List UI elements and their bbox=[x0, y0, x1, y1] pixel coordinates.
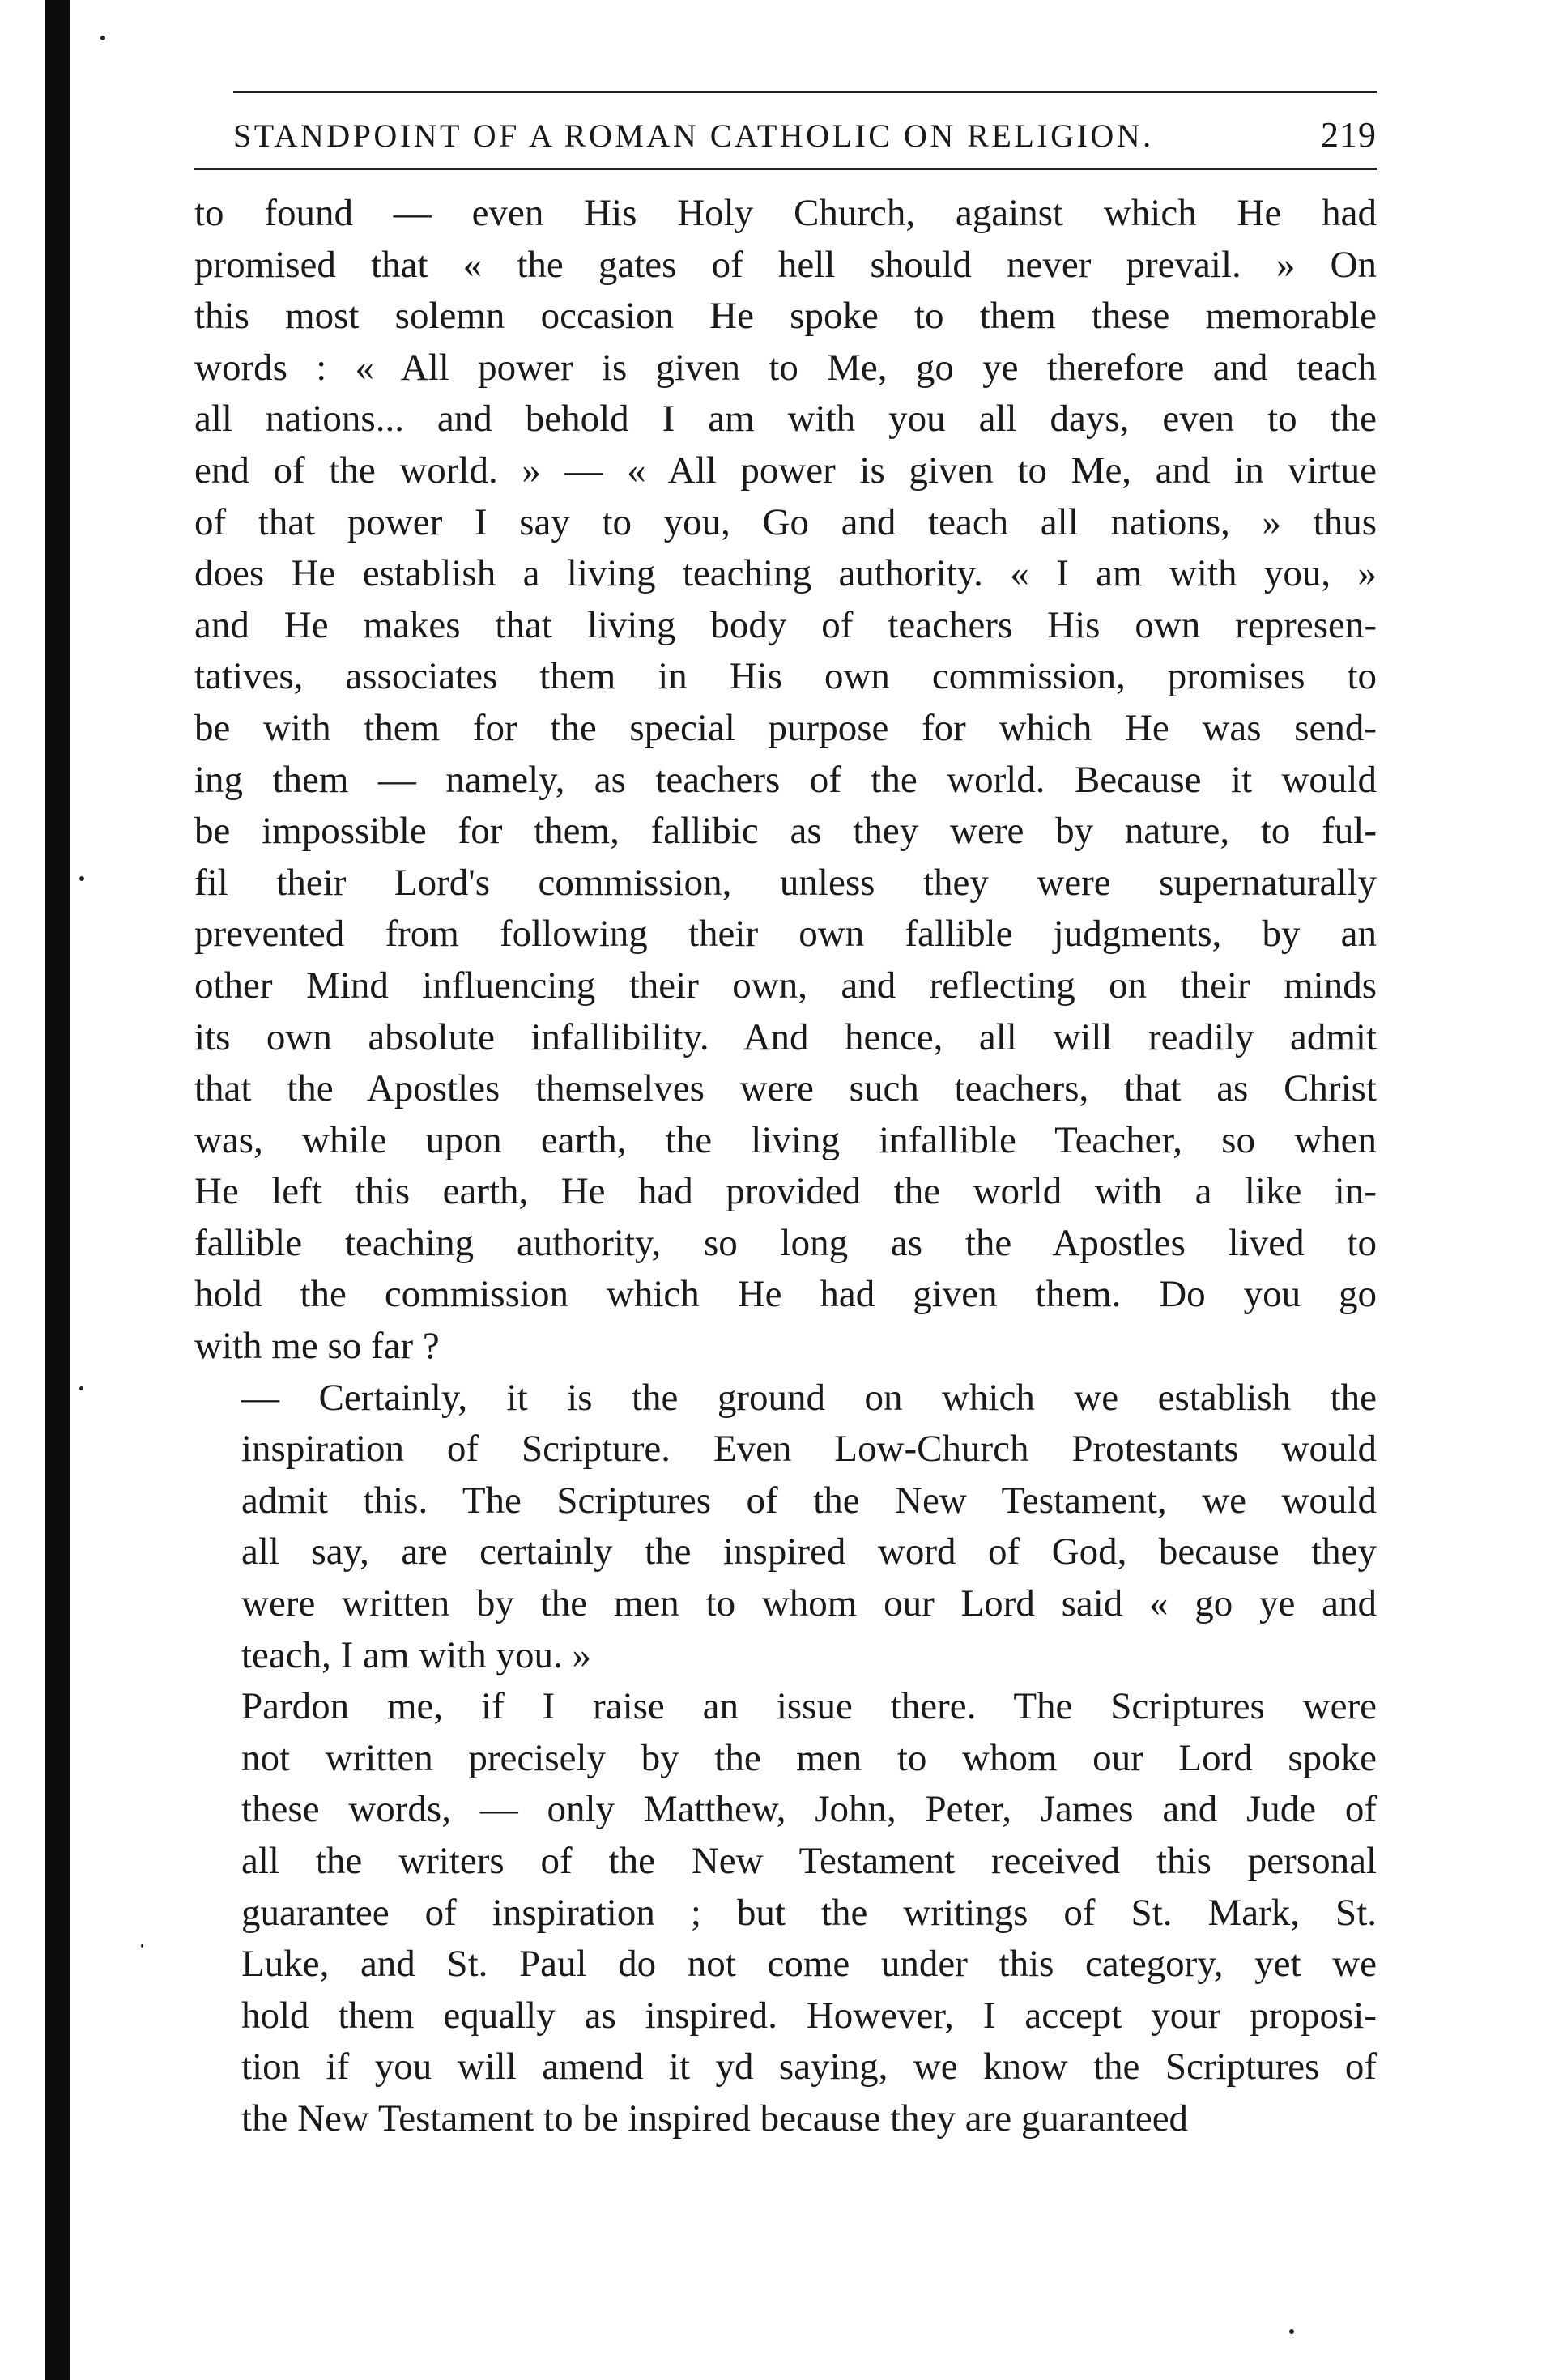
text-line: all say, are certainly the inspired word of God, because they bbox=[241, 1531, 1377, 1573]
print-speck bbox=[141, 1944, 143, 1948]
text-line: He left this earth, He had provided the world with a like in- bbox=[194, 1170, 1377, 1213]
text-line: fallible teaching authority, so long as the Apostles lived to bbox=[194, 1221, 1377, 1264]
text-line: words : « All power is given to Me, go ye therefore and teach bbox=[194, 346, 1377, 389]
paragraph bbox=[194, 1681, 1377, 2144]
text-line: hold the commission which He had given them. Do you go bbox=[194, 1273, 1377, 1316]
text-line: be impossible for them, fallibic as they were by nature, to ful- bbox=[194, 810, 1377, 853]
print-speck bbox=[1289, 2329, 1294, 2334]
print-speck bbox=[79, 1386, 83, 1390]
text-line: of that power I say to you, Go and teach all nations, » thus bbox=[194, 500, 1377, 543]
text-line: this most solemn occasion He spoke to them these memorable bbox=[194, 295, 1377, 338]
book-page bbox=[194, 91, 1377, 2145]
text-line: with me so far ? bbox=[194, 1325, 440, 1368]
text-line: end of the world. » — « All power is given to Me, and in virtue bbox=[194, 449, 1377, 492]
print-speck bbox=[79, 876, 84, 881]
header-rule-bottom bbox=[194, 168, 1377, 170]
text-line: that the Apostles themselves were such teachers, that as Christ bbox=[194, 1067, 1377, 1110]
text-line: other Mind influencing their own, and reflecting on their minds bbox=[194, 964, 1377, 1007]
text-line: promised that « the gates of hell should never prevail. » On bbox=[194, 243, 1377, 286]
text-line: was, while upon earth, the living infallible Teacher, so when bbox=[194, 1118, 1377, 1161]
page-number: 219 bbox=[1321, 115, 1377, 155]
text-line: fil their Lord's commission, unless they were supernaturally bbox=[194, 861, 1377, 904]
text-line: ing them — namely, as teachers of the world. Because it would bbox=[194, 758, 1377, 801]
text-line: — Certainly, it is the ground on which we establish the bbox=[241, 1376, 1377, 1419]
text-line: to found — even His Holy Church, against which He had bbox=[194, 192, 1377, 234]
text-line: all nations... and behold I am with you all days, even to the bbox=[194, 398, 1377, 441]
text-line: hold them equally as inspired. However, I accept your proposi- bbox=[241, 1994, 1377, 2037]
text-line: Pardon me, if I raise an issue there. The Scriptures were bbox=[241, 1685, 1377, 1728]
text-line: tion if you will amend it yd saying, we know the Scriptures of bbox=[241, 2046, 1377, 2088]
text-line: tatives, associates them in His own commission, promises to bbox=[194, 655, 1377, 698]
text-line: the New Testament to be inspired because they are guaranteed bbox=[241, 2097, 1189, 2139]
text-line: be with them for the special purpose for which He was send- bbox=[194, 706, 1377, 749]
text-line: all the writers of the New Testament received this personal bbox=[241, 1840, 1377, 1882]
text-line: were written by the men to whom our Lord said « go ye and bbox=[241, 1582, 1377, 1625]
text-line: inspiration of Scripture. Even Low-Church Protestants would bbox=[241, 1428, 1377, 1471]
text-line: does He establish a living teaching authority. « I am with you, » bbox=[194, 552, 1377, 595]
paragraph bbox=[194, 188, 1377, 1373]
body-text bbox=[194, 188, 1377, 2145]
running-head bbox=[233, 114, 1377, 156]
paragraph bbox=[194, 1373, 1377, 1682]
text-line: guarantee of inspiration ; but the writings of St. Mark, St. bbox=[241, 1891, 1377, 1934]
text-line: and He makes that living body of teachers His own represen- bbox=[194, 603, 1377, 646]
text-line: teach, I am with you. » bbox=[241, 1633, 592, 1676]
text-line: not written precisely by the men to whom our Lord spoke bbox=[241, 1736, 1377, 1779]
print-speck bbox=[100, 36, 105, 40]
text-line: these words, — only Matthew, John, Peter, James and Jude of bbox=[241, 1788, 1377, 1831]
running-head-title: STANDPOINT OF A ROMAN CATHOLIC ON RELIGION. bbox=[233, 117, 1154, 154]
text-line: prevented from following their own fallible judgments, by an bbox=[194, 913, 1377, 956]
text-line: its own absolute infallibility. And hence, all will readily admit bbox=[194, 1015, 1377, 1058]
header-rule-top bbox=[233, 91, 1377, 93]
text-line: Luke, and St. Paul do not come under this category, yet we bbox=[241, 1943, 1377, 1986]
binding-edge bbox=[45, 0, 70, 2380]
text-line: admit this. The Scriptures of the New Testament, we would bbox=[241, 1479, 1377, 1522]
